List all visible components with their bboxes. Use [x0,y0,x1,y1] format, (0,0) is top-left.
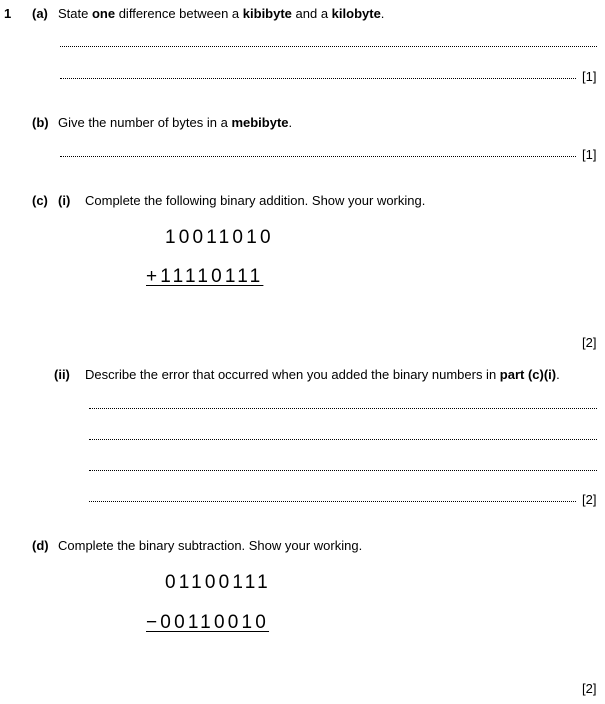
answer-line-c-ii-3[interactable] [89,470,597,471]
part-a-label: (a) [32,6,48,21]
mark-d: [2] [582,681,597,696]
subtraction-operand-2: −00110010 [146,612,270,633]
answer-line-c-ii-1[interactable] [89,408,597,409]
mark-c-i: [2] [582,335,597,350]
answer-line-c-ii-4[interactable] [89,501,576,502]
subtraction-operand-1: 01100111 [165,572,271,593]
mark-c-ii: [2] [582,492,597,507]
part-c-i-label: (i) [58,193,71,208]
answer-line-b[interactable] [60,156,576,157]
part-c-label: (c) [32,193,48,208]
part-d-question: Complete the binary subtraction. Show your working. [58,538,363,553]
mark-a: [1] [582,69,597,84]
answer-line-a2[interactable] [60,78,576,79]
addition-operand-1: 10011010 [165,227,274,248]
addition-operand-2: +11110111 [146,266,264,287]
part-a-question: State one difference between a kibibyte and a kilobyte. [58,6,385,21]
part-c-i-question: Complete the following binary addition. Show your working. [85,193,426,208]
part-c-ii-label: (ii) [54,367,70,382]
part-b-label: (b) [32,115,49,130]
answer-line-a1[interactable] [60,46,597,47]
mark-b: [1] [582,147,597,162]
part-b-question: Give the number of bytes in a mebibyte. [58,115,293,130]
question-number: 1 [4,6,12,21]
answer-line-c-ii-2[interactable] [89,439,597,440]
part-d-label: (d) [32,538,49,553]
part-c-ii-question: Describe the error that occurred when you added the binary numbers in part (c)(i). [85,367,560,382]
